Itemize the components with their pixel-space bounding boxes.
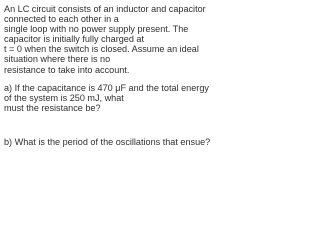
intro-line: resistance to take into account. bbox=[4, 64, 130, 75]
spacer bbox=[4, 113, 198, 137]
part-a-line: a) If the capacitance is 470 μF and the total energy bbox=[4, 82, 209, 93]
intro-line: situation where there is no bbox=[4, 54, 111, 65]
question-part-a bbox=[4, 82, 209, 113]
problem-document bbox=[4, 4, 211, 147]
question-part-b bbox=[4, 136, 211, 147]
spacer bbox=[4, 75, 198, 83]
problem-intro bbox=[4, 4, 206, 75]
part-b-line: b) What is the period of the oscillations that ensue? bbox=[4, 136, 211, 147]
intro-line: connected to each other in a bbox=[4, 14, 119, 25]
part-a-line: of the system is 250 mJ, what bbox=[4, 92, 124, 103]
part-a-line: must the resistance be? bbox=[4, 102, 101, 113]
intro-line: single loop with no power supply present. The bbox=[4, 24, 189, 35]
intro-line: t = 0 when the switch is closed. Assume an ideal bbox=[4, 44, 199, 55]
intro-line: An LC circuit consists of an inductor and capacitor bbox=[4, 4, 206, 14]
intro-line: capacitor is initially fully charged at bbox=[4, 34, 145, 45]
